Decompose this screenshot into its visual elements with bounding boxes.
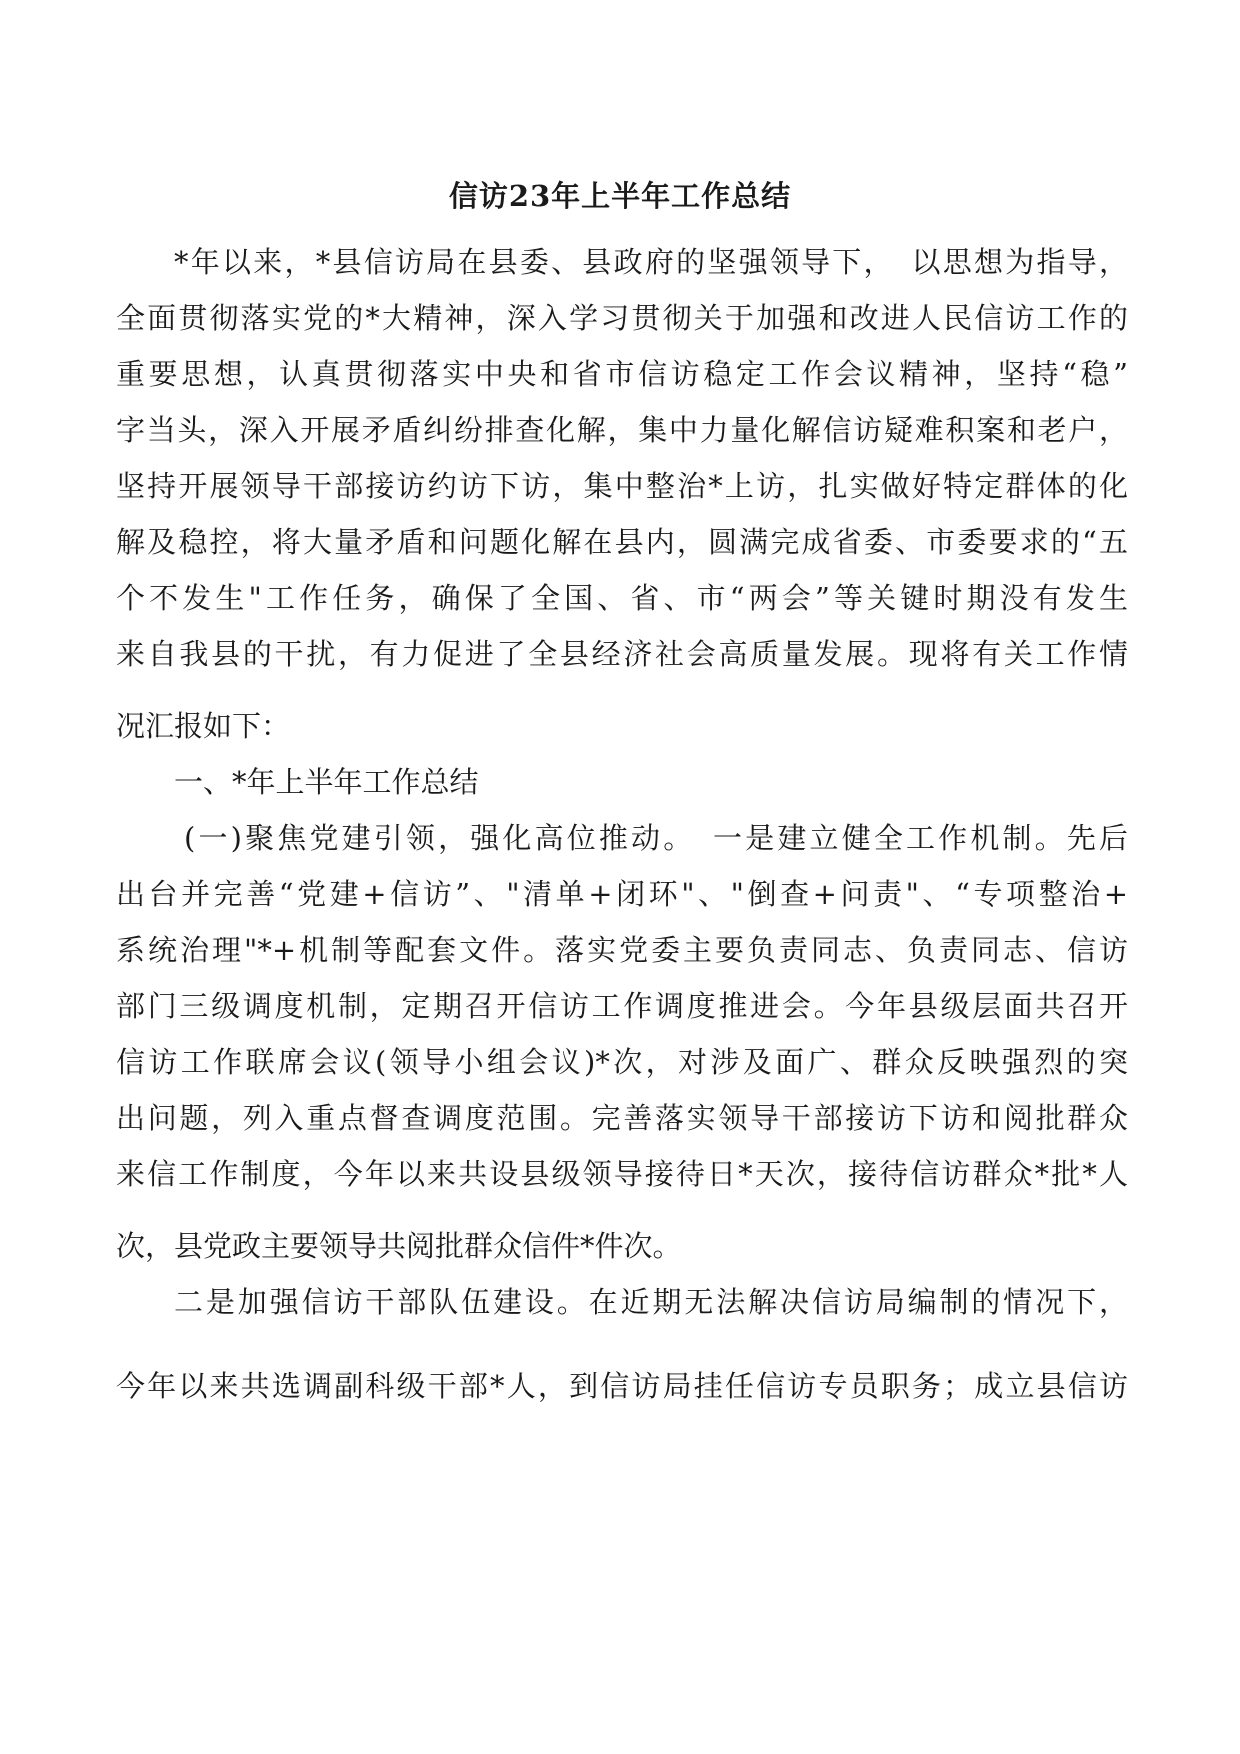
paragraph-line: 况汇报如下： xyxy=(116,709,291,743)
section-heading: 一、*年上半年工作总结 xyxy=(174,765,479,799)
paragraph-line: 坚持开展领导干部接访约访下访，集中整治*上访，扎实做好特定群体的化 xyxy=(116,469,1128,503)
paragraph-line: 出台并完善“党建+信访”、"清单+闭环"、"倒查+问责"、“专项整治+ xyxy=(116,877,1128,911)
paragraph-line: 系统治理"*+机制等配套文件。落实党委主要负责同志、负责同志、信访 xyxy=(116,933,1128,967)
paragraph-line: 信访工作联席会议(领导小组会议)*次，对涉及面广、群众反映强烈的突 xyxy=(116,1045,1128,1079)
paragraph-line: 今年以来共选调副科级干部*人，到信访局挂任信访专员职务；成立县信访 xyxy=(116,1369,1128,1403)
paragraph-line: 来信工作制度，今年以来共设县级领导接待日*天次，接待信访群众*批*人 xyxy=(116,1157,1128,1191)
paragraph-line: 字当头，深入开展矛盾纠纷排查化解，集中力量化解信访疑难积案和老户， xyxy=(116,413,1128,447)
paragraph-line: 个不发生"工作任务，确保了全国、省、市“两会”等关键时期没有发生 xyxy=(116,581,1128,615)
document-title: 信访23年上半年工作总结 xyxy=(448,179,792,213)
paragraph-line: 部门三级调度机制，定期召开信访工作调度推进会。今年县级层面共召开 xyxy=(116,989,1128,1023)
paragraph-line: 二是加强信访干部队伍建设。在近期无法解决信访局编制的情况下， xyxy=(174,1285,1128,1319)
paragraph-line: 出问题，列入重点督查调度范围。完善落实领导干部接访下访和阅批群众 xyxy=(116,1101,1128,1135)
paragraph-line: 重要思想，认真贯彻落实中央和省市信访稳定工作会议精神，坚持“稳” xyxy=(116,357,1128,391)
paragraph-line: 次，县党政主要领导共阅批群众信件*件次。 xyxy=(116,1229,682,1263)
paragraph-line: *年以来，*县信访局在县委、县政府的坚强领导下， 以思想为指导， xyxy=(174,245,1128,279)
paragraph-line: 解及稳控，将大量矛盾和问题化解在县内，圆满完成省委、市委要求的“五 xyxy=(116,525,1128,559)
paragraph-line: 全面贯彻落实党的*大精神，深入学习贯彻关于加强和改进人民信访工作的 xyxy=(116,301,1128,335)
paragraph-line: 来自我县的干扰，有力促进了全县经济社会高质量发展。现将有关工作情 xyxy=(116,637,1128,671)
paragraph-line: (一)聚焦党建引领，强化高位推动。 一是建立健全工作机制。先后 xyxy=(184,821,1128,855)
